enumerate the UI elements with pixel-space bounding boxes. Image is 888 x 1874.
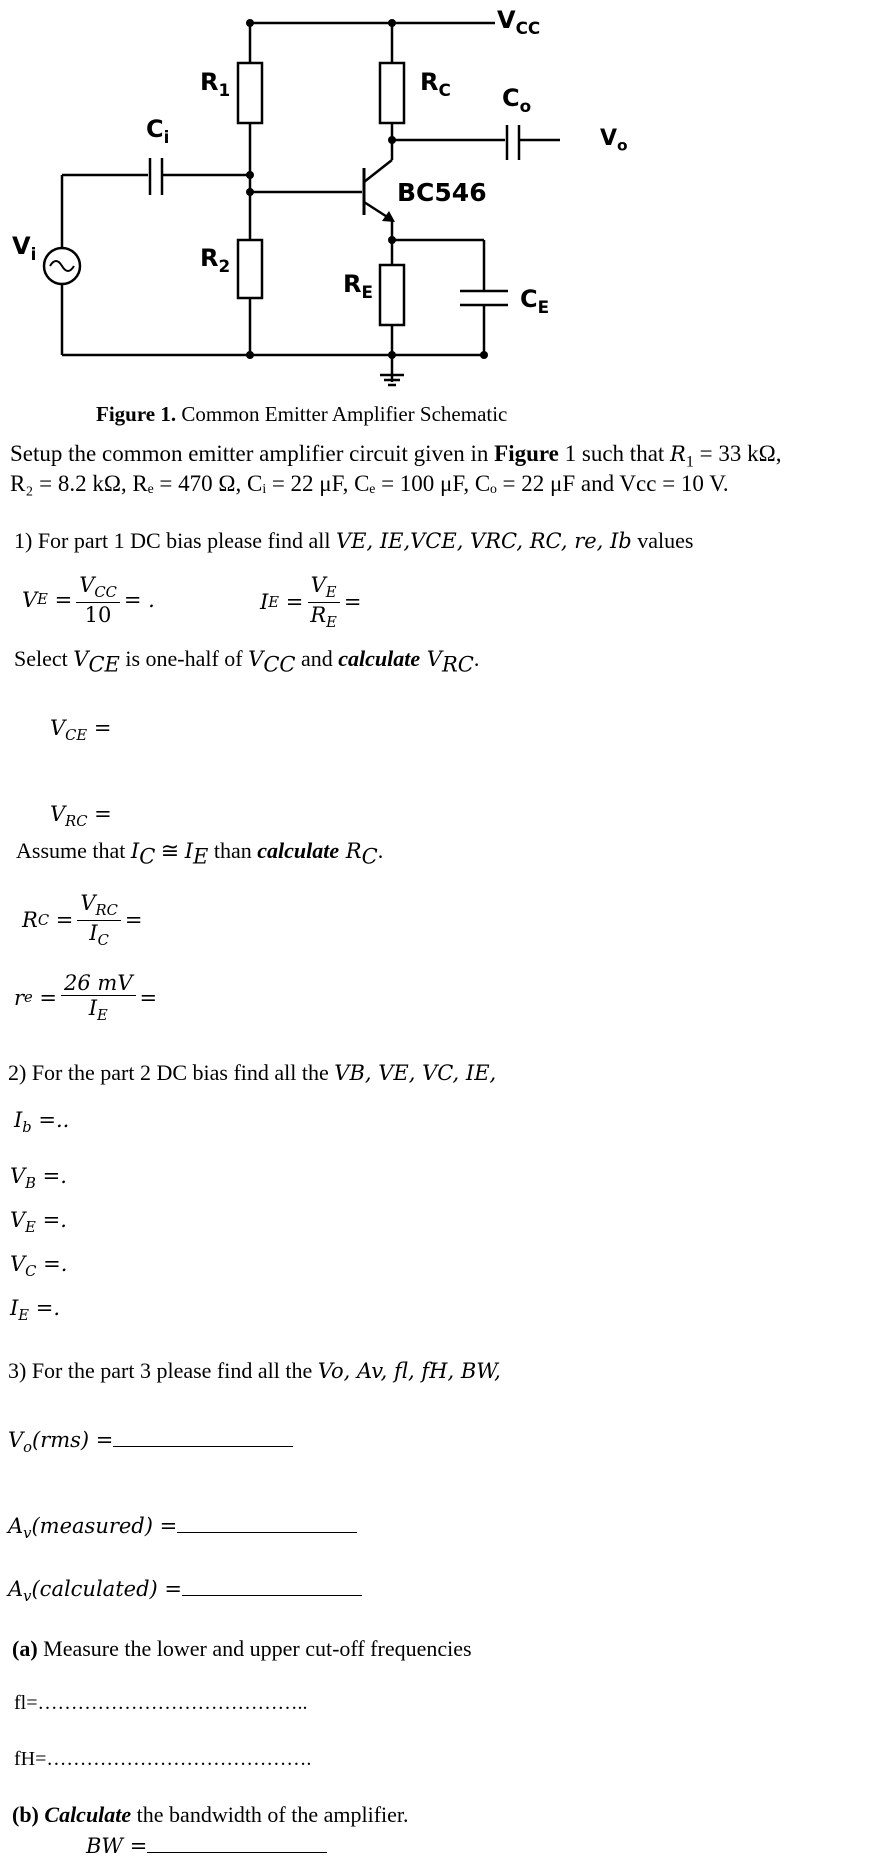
part-a-instruction: (a) Measure the lower and upper cut-off frequencies — [12, 1636, 472, 1661]
bjt-collector — [364, 160, 392, 182]
rc-resistor — [380, 63, 404, 123]
vb-value: $V_B$ =. — [10, 1164, 67, 1193]
q1-heading: 1) For part 1 DC bias please find all VE, IE,VCE, VRC, RC, re, Ib values — [14, 528, 694, 553]
label-ci: $C_i$ — [146, 115, 170, 147]
part-b-instruction: (b) Calculate the bandwidth of the amplifier. — [12, 1802, 409, 1827]
ib-value: $I_b$ =.. — [14, 1108, 70, 1137]
av-measured-blank[interactable] — [177, 1532, 357, 1533]
av-measured-field: $A_v(measured)$ = — [8, 1514, 357, 1542]
r1-resistor — [238, 63, 262, 123]
rc-equation: R C = $\frac{V_{RC}}{I_C}$ = — [22, 891, 143, 949]
label-co: $C_o$ — [502, 84, 532, 116]
vo-rms-blank[interactable] — [113, 1446, 293, 1447]
ve-value: $V_E$ =. — [10, 1208, 67, 1237]
setup-line-1: Setup the common emitter amplifier circuit given in Figure 1 such that $R_1 = 33$ kΩ, — [10, 441, 782, 471]
label-vcc: $V_{CC}$ — [497, 6, 541, 38]
label-vo: $V_o$ — [600, 126, 628, 155]
vce-equation: $V_{CE}$ = — [50, 716, 112, 745]
ve-equation: V E = $\frac{V_{CC}}{10}$ = . — [22, 573, 155, 627]
ie-value: $I_E$ =. — [10, 1296, 60, 1325]
fh-field[interactable]: fH=…………………………………. — [14, 1748, 312, 1770]
label-ce: $C_E$ — [520, 285, 550, 317]
av-calculated-field: $A_v(calculated)$ = — [8, 1577, 362, 1605]
q2-heading: 2) For the part 2 DC bias find all the VB, VE, VC, IE, — [8, 1060, 497, 1085]
bw-field: BW = — [86, 1834, 327, 1858]
re-equation: r e = $\frac{26 mV}{I_E}$ = — [14, 971, 158, 1025]
figure-caption: Figure 1. Common Emitter Amplifier Schematic — [96, 402, 508, 426]
r2-resistor — [238, 240, 262, 298]
av-calculated-blank[interactable] — [182, 1595, 362, 1596]
vo-rms-field: $V_o(rms)$ = — [8, 1428, 293, 1456]
label-rc: $R_C$ — [420, 68, 451, 100]
setup-line-2: R₂ = 8.2 kΩ, Rₑ = 470 Ω, Cᵢ = 22 μF, Cₑ = 100 μF, Cₒ = 22 μF and Vcc = 10 V. — [10, 471, 729, 496]
q3-heading: 3) For the part 3 please find all the Vo, Av, fl, fH, BW, — [8, 1358, 501, 1383]
re-resistor — [380, 265, 404, 325]
vrc-equation: $V_{RC}$ = — [50, 802, 112, 831]
select-vce-line: Select $V_{CE}$ is one-half of $V_{CC}$ and calculate $V_{RC}$. — [14, 646, 480, 677]
vc-value: $V_C$ =. — [10, 1252, 68, 1281]
label-transistor: BC546 — [397, 178, 487, 207]
bw-blank[interactable] — [147, 1852, 327, 1853]
fl-field[interactable]: fl=………………………………….. — [14, 1692, 308, 1714]
label-r1: $R_1$ — [200, 68, 231, 100]
ie-equation: I E = $\frac{V_E}{R_E}$ = — [260, 573, 362, 631]
label-r2: $R_2$ — [200, 244, 231, 276]
label-re: $R_E$ — [343, 270, 373, 302]
assume-line: Assume that $I_C$ ≅ $I_E$ than calculate $R_C$. — [16, 838, 384, 869]
label-vi: $V_i$ — [12, 232, 37, 264]
